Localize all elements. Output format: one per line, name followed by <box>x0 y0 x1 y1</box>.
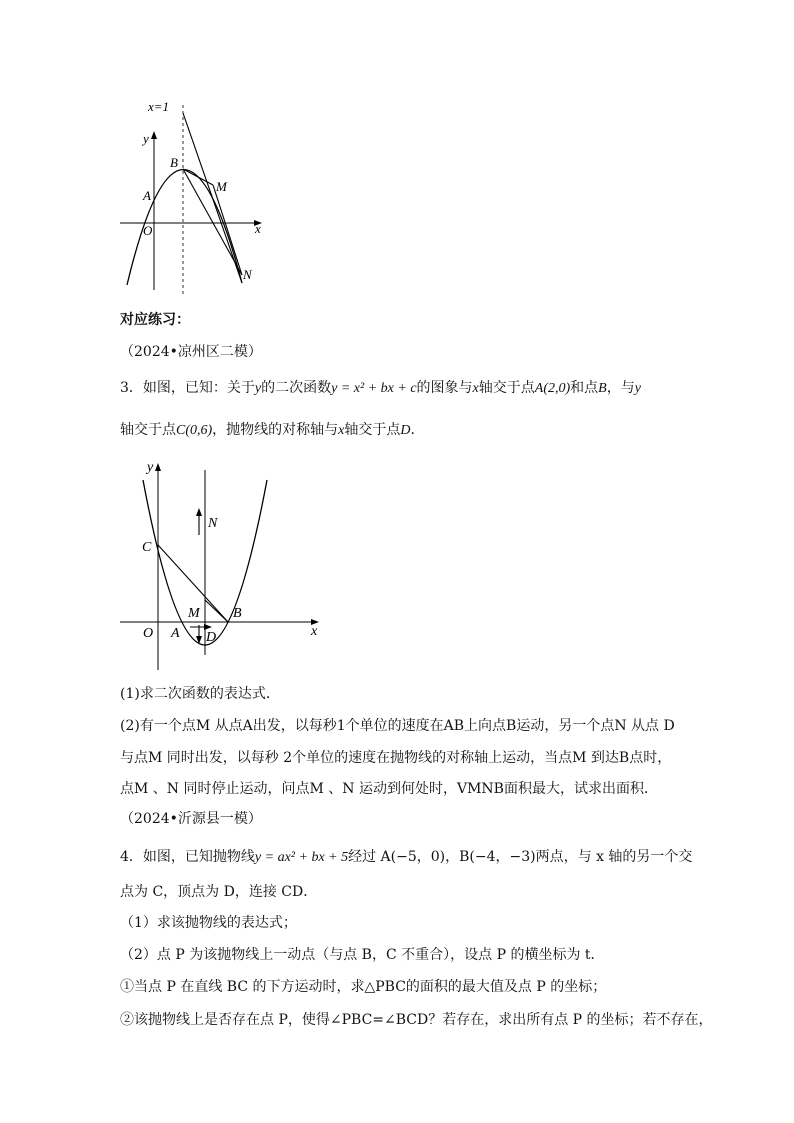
label-point-a: A <box>171 626 180 641</box>
label-y-axis: y <box>143 131 149 146</box>
figure-2-graph <box>115 455 330 675</box>
problem-3-part-1: (1)求二次函数的表达式． <box>120 686 280 702</box>
problem-3-source: （2024•凉州区二模） <box>120 344 262 360</box>
p3-formula: y = x² + bx + c <box>331 381 417 396</box>
label-point-b: B <box>233 606 242 621</box>
label-x-axis: x <box>255 221 261 236</box>
problem-4-sub-2: ②该抛物线上是否存在点 P，使得∠PBC=∠BCD？若存在，求出所有点 P 的坐标；若不存在， <box>120 1012 713 1028</box>
p4-l1-b: 经过 A(−5，0)，B(−4，−3)两点，与 x 轴的另一个交 <box>348 849 693 865</box>
problem-3-part-2-line-2: 与点M 同时出发，以每秒 2个单位的速度在抛物线的对称轴上运动，当点M 到达B点时， <box>120 750 672 766</box>
label-point-m: M <box>188 606 200 621</box>
p4-formula: y = ax² + bx + 5 <box>254 850 349 865</box>
label-point-b: B <box>170 155 178 170</box>
p3-l2-c: 轴交于点 <box>344 422 401 438</box>
label-point-n: N <box>243 267 252 282</box>
p3-point-b: B <box>598 381 607 396</box>
label-x-eq-1: x=1 <box>148 99 170 114</box>
y-axis-arrow <box>155 463 161 471</box>
label-point-m: M <box>216 179 227 194</box>
p4-l1-a: 4．如图，已知抛物线 <box>120 849 255 865</box>
p3-l2-a: 轴交于点 <box>120 422 176 438</box>
y-axis-arrow <box>151 131 157 139</box>
problem-4-question-2: （2）点 P 为该抛物线上一动点（与点 B，C 不重合），设点 P 的横坐标为 t． <box>120 947 605 963</box>
problem-4-sub-1: ①当点 P 在直线 BC 的下方运动时，求△PBC的面积的最大值及点 P 的坐标； <box>120 979 607 995</box>
problem-3-part-2-line-1: (2)有一个点M 从点A出发，以每秒1个单位的速度在AB上向点B运动，另一个点N 从点 D <box>120 718 675 734</box>
p3-l1-d: 轴交于点 <box>478 380 535 396</box>
label-point-c: C <box>142 540 152 555</box>
line-top-to-n <box>183 113 242 283</box>
p3-point-d: D <box>400 423 411 438</box>
problem-4-line-1 <box>120 847 692 868</box>
p3-point-c: C(0,6) <box>176 423 213 438</box>
problem-4-line-2: 点为 C，顶点为 D，连接 CD． <box>120 884 318 900</box>
problem-4-question-1: （1）求该抛物线的表达式； <box>120 915 297 931</box>
problem-3-part-2-line-3: 点M 、N 同时停止运动，问点M 、N 运动到何处时，VMNB面积最大，试求出面积． <box>120 781 658 797</box>
arrow-n-head <box>196 508 202 516</box>
p3-var-y2: y <box>634 381 641 396</box>
problem-4-source: （2024•沂源县一模） <box>120 811 262 827</box>
p3-l1-b: 的二次函数 <box>261 380 332 396</box>
label-origin: O <box>143 223 153 238</box>
segment-m-n <box>205 600 228 622</box>
p3-l2-d: . <box>410 422 415 438</box>
label-x-axis: x <box>311 624 318 639</box>
p3-var-y: y <box>254 381 262 396</box>
label-point-n: N <box>208 516 218 531</box>
p3-l2-b: ，抛物线的对称轴与 <box>212 422 339 438</box>
p3-l2-var-x: x <box>338 423 345 438</box>
label-y-axis: y <box>147 460 154 475</box>
figure-1-graph <box>110 95 275 300</box>
label-origin: O <box>143 626 154 641</box>
section-heading: 对应练习： <box>120 312 190 328</box>
p3-var-x: x <box>472 381 479 396</box>
label-point-a: A <box>143 188 151 203</box>
label-point-d: D <box>206 630 217 645</box>
p3-l1-c: 的图象与 <box>416 380 473 396</box>
p3-l1-e: 和点 <box>570 380 599 396</box>
p3-l1-a: 3．如图，已知：关于 <box>120 380 255 396</box>
p3-point-a: A(2,0) <box>534 381 571 396</box>
problem-3-line-1 <box>120 378 641 399</box>
p3-l1-f: ，与 <box>606 380 635 396</box>
problem-3-line-2 <box>120 420 415 441</box>
